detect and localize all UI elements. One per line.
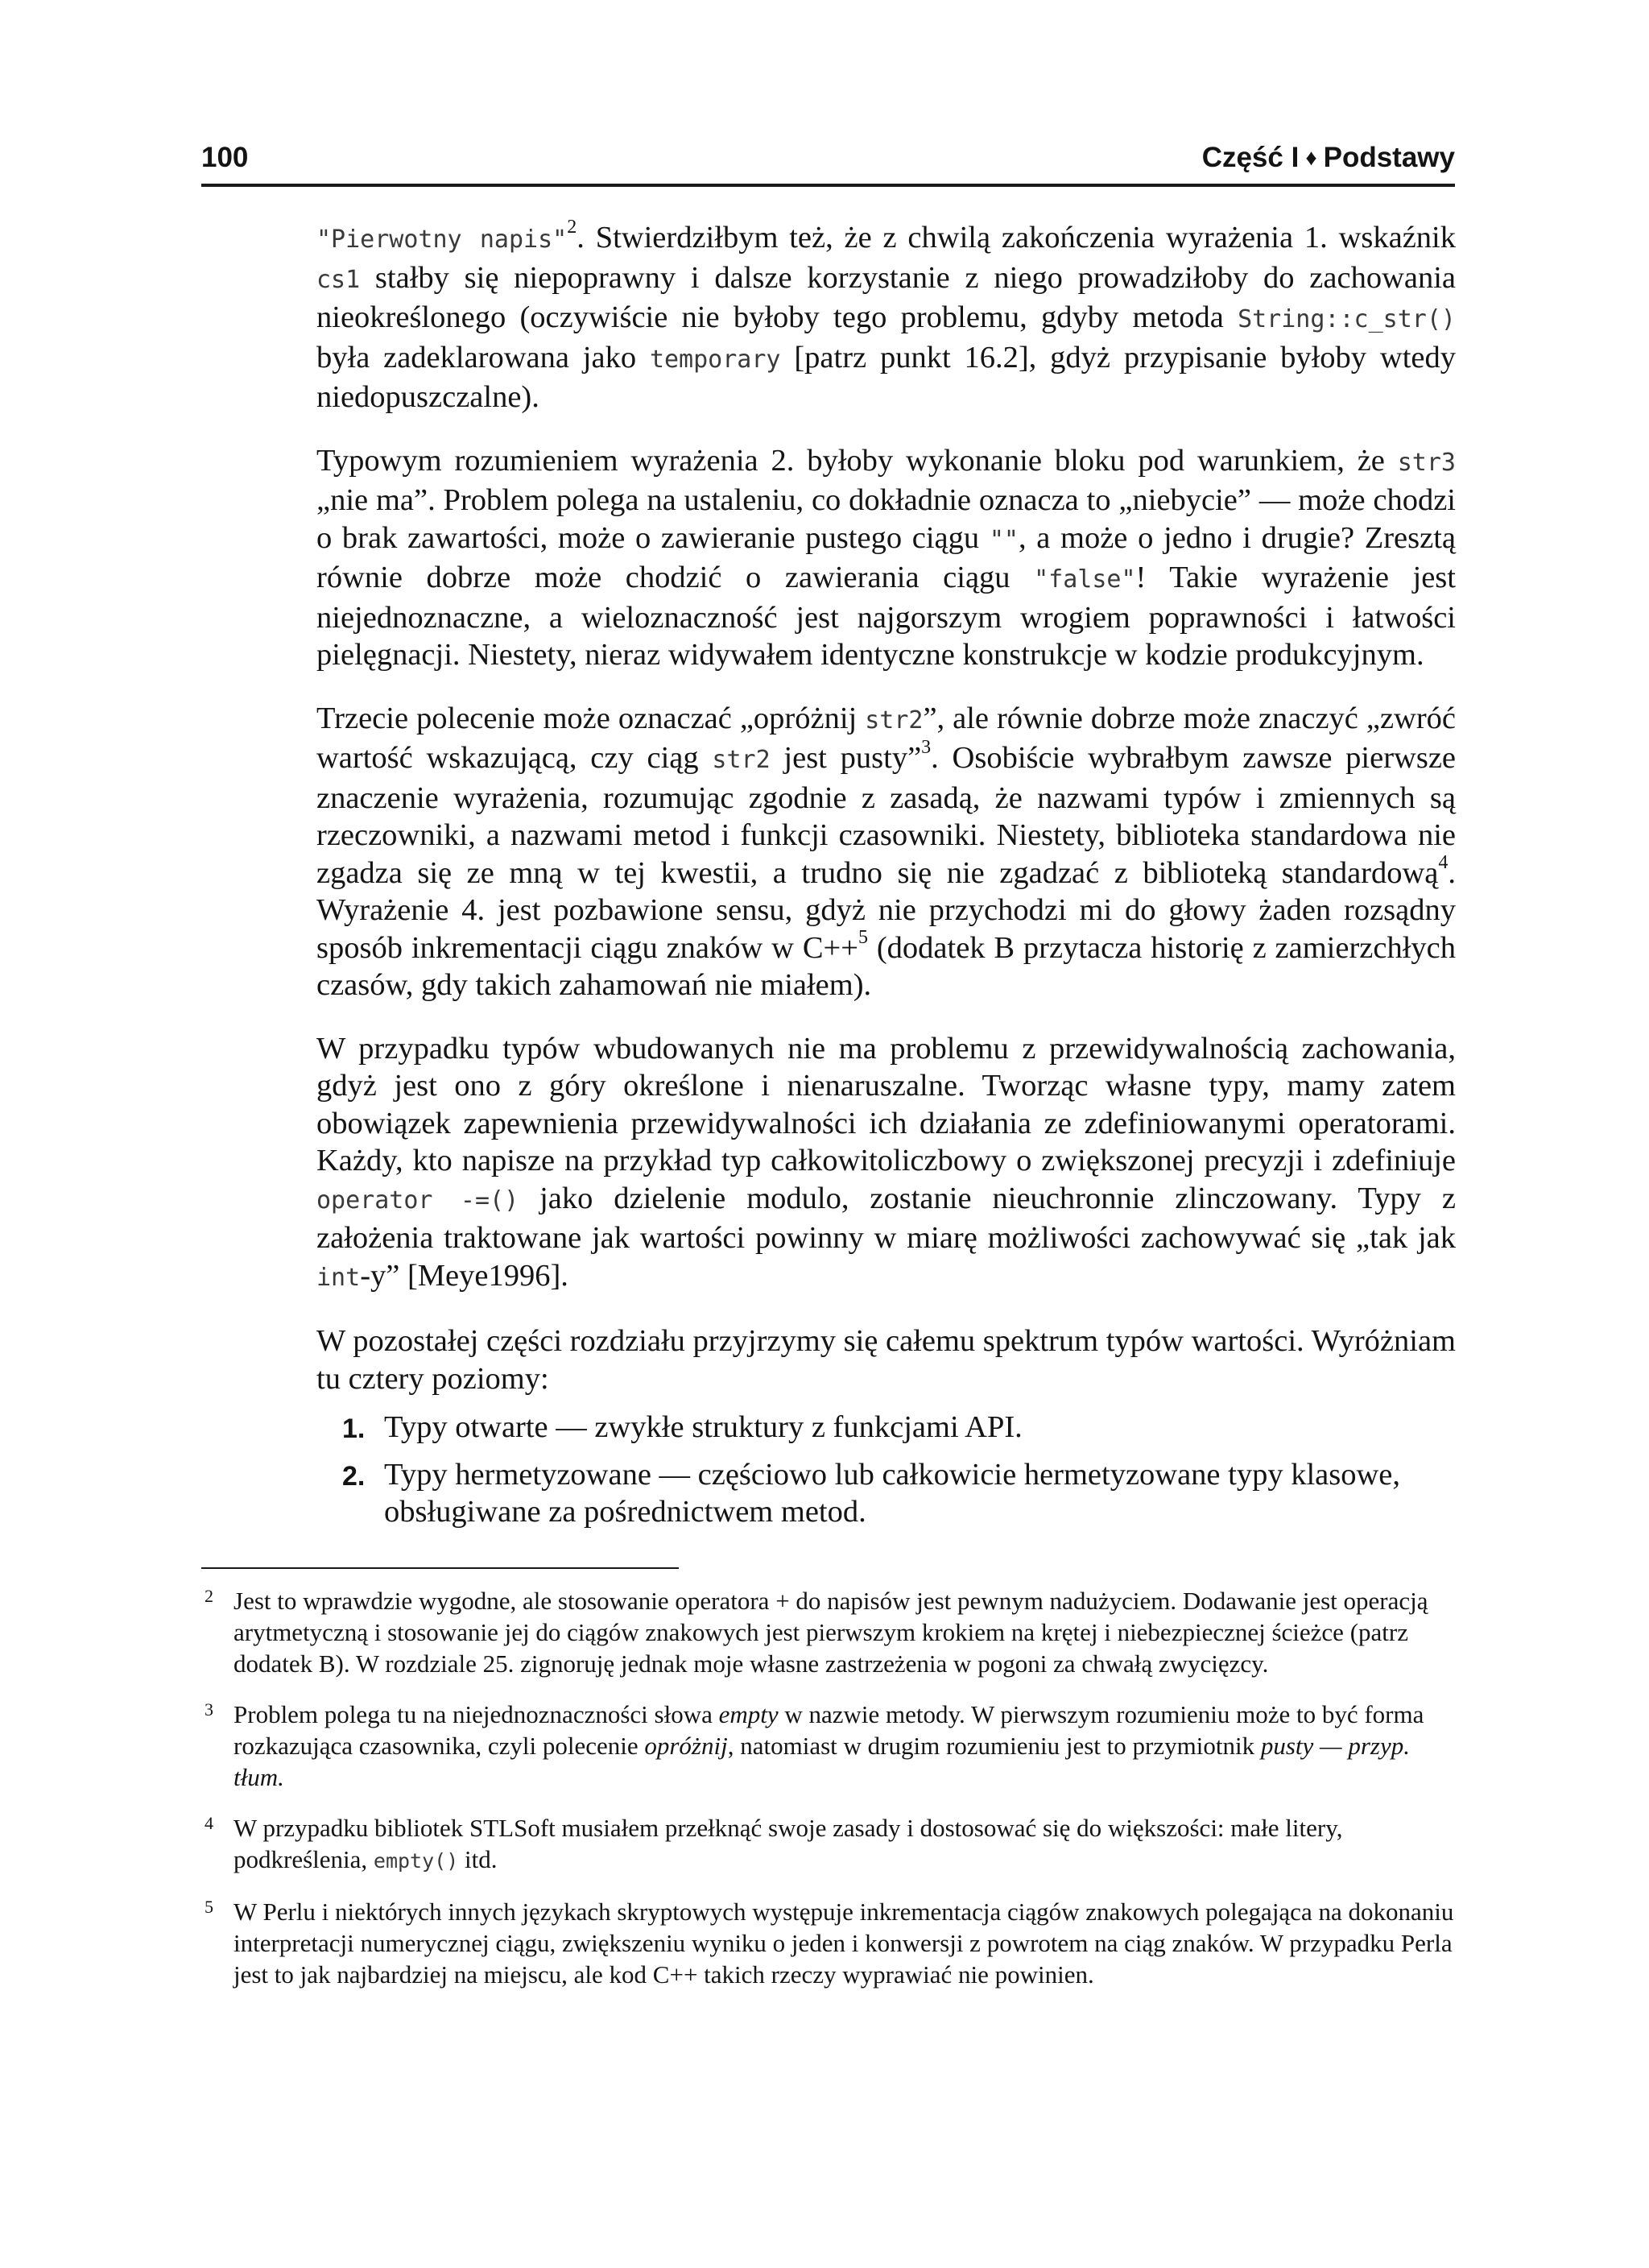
list-item [316,1409,1456,1446]
inline-code: operator -=() [316,1186,519,1215]
text-run: Typowym rozumieniem wyrażenia 2. byłoby wykonanie bloku pod warunkiem, że [316,443,1398,478]
footnote-ref: 3 [921,737,932,759]
text-run: jako dzielenie modulo, zostanie nieuchronnie zlinczowany. Typy z założenia traktowane jak wartości powinny w miarę możliwości zachowywać się „tak jak [316,1181,1456,1255]
list-item-text: Typy hermetyzowane — częściowo lub całkowicie hermetyzowane typy klasowe, obsługiwane za pośrednictwem metod. [384,1457,1401,1529]
inline-code: str2 [712,746,771,774]
text-run: W przypadku typów wbudowanych nie ma problemu z przewidywalnością zachowania, gdyż jest ono z góry określone i nienaruszalne. Tworząc własne typy, mamy zatem obowiązek zapewnienia przewidywalności ich działania ze zdefiniowanymi operatorami. Każdy, kto napisze na przykład typ całkowitoliczbowy o zwiększonej precyzji i zdefiniuje [316,1031,1456,1177]
text-run: . Stwierdziłbym też, że z chwilą zakończenia wyrażenia 1. wskaźnik [577,221,1457,255]
footnote-ref: 2 [567,217,577,238]
text-run: „nie ma”. Problem polega na ustaleniu, co dokładnie oznacza to „niebycie” — może chodzi o brak zawartości, może o zawieranie pustego ciągu [316,483,1456,555]
text-run: -y” [Meye1996]. [360,1258,568,1293]
footnote-2 [201,1585,1455,1679]
footnotes [201,1585,1455,2009]
text-run: Problem polega tu na niejednoznaczności słowa [234,1700,719,1728]
inline-code: "Pierwotny napis" [316,226,568,254]
running-header [1202,142,1455,174]
list-item [316,1456,1456,1531]
list-item-text: Typy otwarte — zwykłe struktury z funkcjami API. [384,1410,1023,1444]
text-run: [patrz punkt 16.2], gdyż przypisanie byłoby wtedy niedopuszczalne). [316,340,1456,414]
inline-code: str3 [1397,448,1456,477]
inline-code: "" [989,525,1019,554]
text-run: , natomiast w drugim rozumieniu jest to przymiotnik [727,1732,1261,1760]
footnote-number: 4 [205,1813,213,1833]
diamond-separator-icon: ♦ [1305,145,1317,170]
inline-code: String::c_str() [1238,305,1456,333]
text-run: (dodatek B przytacza historię z zamierzchłych czasów, gdy takich zahamowań nie miałem). [316,930,1456,1002]
list-number: 1. [342,1413,366,1444]
inline-symbol: + [775,1587,790,1615]
footnote-ref: 4 [1438,851,1449,873]
page-number: 100 [201,142,249,173]
section-label: Podstawy [1323,142,1455,173]
footnote-4 [201,1812,1455,1877]
levels-list [316,1409,1456,1531]
text-run: ”, ale równie dobrze może znaczyć „zwróć wartość wskazującą, czy ciąg [316,701,1456,775]
paragraph-2 [316,442,1456,674]
italic-term: pusty — przyp. tłum. [234,1732,1410,1791]
page-header [201,137,1455,187]
list-number: 2. [342,1460,366,1492]
footnote-number: 5 [205,1897,213,1917]
footnote-divider [201,1567,679,1569]
paragraph-3 [316,700,1456,1004]
inline-code: cs1 [316,265,361,294]
text-run: W przypadku bibliotek STLSoft musiałem przełknąć swoje zasady i dostosować się do większości: małe litery, podkreślenia, [234,1814,1343,1873]
part-label: Część I [1201,142,1300,173]
text-run: Trzecie polecenie może oznaczać „opróżnij [316,701,866,735]
footnote-ref: 5 [858,926,868,948]
footnote-number: 2 [205,1586,213,1606]
paragraph-5: W pozostałej części rozdziału przyjrzymy się całemu spektrum typów wartości. Wyróżniam tu cztery poziomy: [316,1324,1456,1396]
text-run: . Osobiście wybrałbym zawsze pierwsze znaczenie wyrażenia, rozumując zgodnie z zasadą, że nazwami typów i zmiennych są rzeczowniki, a nazwami metod i funkcji czasowniki. Niestety, biblioteka standardowa nie zgadza się ze mną w tej kwestii, a trudno się nie zgadzać z biblioteką standardową [316,741,1456,890]
text-run: w nazwie metody. W pierwszym rozumieniu może to być forma rozkazująca czasownika, czyli polecenie [234,1700,1424,1760]
text-run: , a może o jedno i drugie? Zresztą równie dobrze może chodzić o zawierania ciągu [316,520,1456,594]
text-run: Jest to wprawdzie wygodne, ale stosowanie operatora [234,1587,776,1615]
italic-term: empty [718,1700,779,1728]
paragraph-1 [316,219,1456,416]
italic-term: opróżnij [644,1732,728,1760]
inline-code: int [316,1263,361,1292]
paragraph-4 [316,1030,1456,1297]
inline-code: "false" [1034,565,1136,594]
text-run: do napisów jest pewnym nadużyciem. Dodawanie jest operacją arytmetyczną i stosowanie jej do ciągów znakowych jest pierwszym krokiem na krętej i niebezpiecznej ścieżce (patrz dodatek B). W rozdziale 25. zignoruję jednak moje własne zastrzeżenia w pogoni za chwałą zwycięzcy. [234,1587,1428,1678]
text-run: była zadeklarowana jako [316,340,650,375]
text-run: jest pusty” [770,741,922,775]
footnote-number: 3 [205,1699,213,1720]
text-run: . Wyrażenie 4. jest pozbawione sensu, gdyż nie przychodzi mi do głowy żaden rozsądny sposób inkrementacji ciągu znaków w C++ [316,855,1456,965]
inline-code: str2 [865,706,924,735]
inline-code: empty() [373,1849,459,1873]
text-run: itd. [458,1845,498,1873]
text-run: stałby się niepoprawny i dalsze korzystanie z niego prowadziłoby do zachowania nieokreślonego (oczywiście nie byłoby tego problemu, gdyby metoda [316,260,1456,334]
text-run: W Perlu i niektórych innych językach skryptowych występuje inkrementacja ciągów znakowych polegająca na dokonaniu interpretacji numerycznej ciągu, zwiększeniu wyniku o jeden i konwersji z powrotem na ciąg znaków. W przypadku Perla jest to jak najbardziej na miejscu, ale kod C++ takich rzeczy wyprawiać nie powinien. [234,1898,1454,1989]
footnote-5 [201,1896,1455,1990]
main-text [316,219,1456,1541]
text-run: ! Takie wyrażenie jest niejednoznaczne, a wieloznaczność jest najgorszym wrogiem poprawności i łatwości pielęgnacji. Niestety, nieraz widywałem identyczne konstrukcje w kodzie produkcyjnym. [316,561,1456,672]
footnote-3 [201,1699,1455,1793]
inline-code: temporary [649,345,781,374]
